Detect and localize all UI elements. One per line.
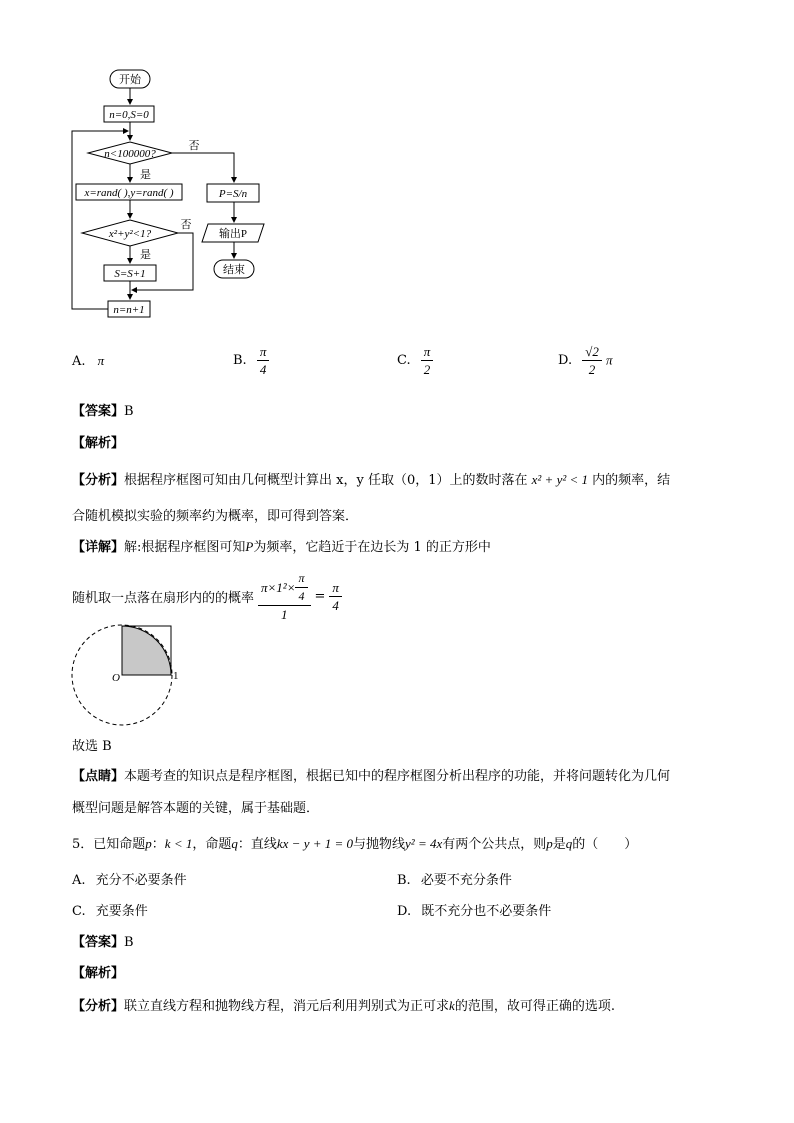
fc-incN: n=n+1 [113, 304, 145, 316]
q4-prob-inner-num: π [295, 571, 307, 588]
q4-option-a-label: A. [72, 354, 86, 369]
q4-prob-den: 1 [281, 606, 288, 622]
q5-fenxi-tag: 【分析】 [72, 999, 125, 1014]
q5-analysis-tag: 【解析】 [72, 966, 125, 981]
q4-prob-eq: = [314, 588, 326, 604]
fig-label-o: O [112, 672, 120, 684]
q5-answer-tag: 【答案】 [72, 935, 125, 950]
q5-answer-value: B [124, 935, 134, 950]
q5-p-2: p [546, 836, 553, 851]
q5-stem-h: 的（ ） [572, 837, 638, 852]
q4-option-d-label: D. [558, 353, 573, 368]
fc-output: 输出P [218, 228, 248, 240]
q5-option-a [72, 869, 187, 888]
fc-init: n=0,S=0 [109, 109, 149, 121]
q5-option-d-text: 既不充分也不必要条件 [421, 904, 552, 919]
q4-xiangjie-tag: 【详解】 [72, 540, 125, 555]
q5-option-b-text: 必要不充分条件 [420, 873, 512, 888]
q4-xiangjie-text2: 为频率，它趋近于在边长为 1 的正方形中 [253, 540, 491, 555]
q5-option-c [72, 900, 148, 919]
q4-answer-tag: 【答案】 [72, 404, 125, 419]
q5-fenxi-text2: 的范围，故可得正确的选项. [454, 999, 615, 1014]
q4-option-d-suffix: π [606, 352, 613, 368]
fc-yes1: 是 [140, 169, 151, 181]
q4-analysis-tag: 【解析】 [72, 436, 125, 451]
q5-option-d-label: D. [397, 904, 412, 919]
fc-rand: x=rand( ),y=rand( ) [84, 187, 174, 199]
q4-option-c-label: C. [397, 353, 411, 368]
q5-fenxi-text: 联立直线方程和抛物线方程，消元后利用判别式为正可求 [124, 999, 450, 1014]
fc-no1: 否 [188, 140, 200, 152]
q4-fenxi-text-end: 内的频率，结 [592, 473, 671, 488]
q5-stem-f: 有两个公共点，则 [442, 837, 547, 852]
q5-fenxi [72, 995, 615, 1014]
q4-prob-inner-den: 4 [298, 588, 305, 603]
fc-incS: S=S+1 [114, 268, 146, 280]
q5-option-b [397, 869, 512, 888]
q4-option-b-den: 4 [259, 362, 267, 377]
q4-fenxi-ineq: x² + y² < 1 [531, 472, 589, 487]
q4-prob-text: 随机取一点落在扇形内的的概率 [72, 590, 255, 606]
q4-option-c-num: π [421, 344, 434, 361]
q4-option-b-num: π [257, 344, 270, 361]
q4-answer-value: B [124, 404, 134, 419]
q4-option-d-num: √2 [582, 344, 602, 361]
q4-xiangjie-text: 解:根据程序框图可知 [124, 540, 246, 555]
q5-q: q [231, 836, 238, 851]
q5-stem-a: 5．已知命题 [72, 837, 146, 852]
sector-figure [70, 622, 180, 732]
q4-dianjing-text: 本题考查的知识点是程序框图，根据已知中的程序框图分析出程序的功能，并将问题转化为几何 [124, 769, 671, 784]
q4-option-b-label: B. [233, 353, 247, 368]
q5-answer [72, 931, 134, 950]
q4-probability-line [72, 568, 342, 624]
fc-yes2: 是 [140, 249, 151, 261]
q5-q-2: q [565, 836, 573, 851]
q4-xiangjie-var: P [245, 539, 254, 554]
fc-cond2: x²+y²<1? [108, 228, 152, 240]
fc-calcP: P=S/n [218, 188, 248, 200]
fc-no2: 否 [180, 219, 192, 231]
q4-option-c [397, 344, 433, 377]
q5-fenxi-k: k [449, 998, 455, 1013]
q4-dianjing-tag: 【点睛】 [72, 769, 125, 784]
q5-cond-p: k < 1 [164, 836, 193, 851]
q5-option-c-label: C. [72, 904, 86, 919]
q5-option-d [397, 900, 551, 919]
q5-parabola: y² = 4x [405, 836, 443, 851]
q4-dianjing-line2: 概型问题是解答本题的关键，属于基础题． [72, 801, 320, 816]
q5-stem-c: ，命题 [192, 837, 232, 852]
q5-p: p [145, 836, 152, 851]
q4-xiangjie [72, 536, 491, 555]
q5-option-a-label: A. [72, 873, 86, 888]
q4-option-d [558, 344, 613, 377]
q4-option-a [72, 353, 104, 369]
q4-option-d-den: 2 [588, 362, 596, 377]
q4-conclude: 故选 B [72, 739, 112, 754]
q5-option-b-label: B. [397, 873, 411, 888]
q4-answer [72, 400, 134, 419]
q4-fenxi-line2: 合随机模拟实验的频率约为概率，即可得到答案． [72, 509, 359, 524]
fc-start: 开始 [119, 74, 141, 86]
q4-option-b [233, 344, 269, 377]
q5-stem-g: 是 [552, 837, 566, 852]
q5-stem-d: ：直线 [237, 837, 277, 852]
q4-fenxi-text: 根据程序框图可知由几何概型计算出 x，y 任取（0，1）上的数时落在 [124, 473, 528, 488]
fig-label-1: 1 [173, 670, 179, 682]
q4-option-a-value: π [97, 353, 105, 368]
q4-option-c-den: 2 [423, 362, 431, 377]
q5-stem [72, 833, 637, 852]
fc-cond1: n<100000? [104, 148, 156, 160]
flowchart [60, 60, 300, 330]
q4-prob-res-den: 4 [332, 597, 339, 613]
q5-option-a-text: 充分不必要条件 [95, 873, 187, 888]
q4-fenxi-tag: 【分析】 [72, 473, 125, 488]
q4-prob-num: π×1²× [261, 579, 296, 595]
q4-dianjing-line1 [72, 765, 670, 784]
q5-option-c-text: 充要条件 [95, 904, 148, 919]
q5-stem-e: 与抛物线 [353, 837, 406, 852]
fc-end: 结束 [223, 264, 245, 276]
q5-stem-b: ： [151, 837, 165, 852]
q4-prob-res-num: π [329, 580, 342, 597]
q4-fenxi-line1 [72, 469, 670, 488]
q5-line-eq: kx − y + 1 = 0 [276, 836, 354, 851]
